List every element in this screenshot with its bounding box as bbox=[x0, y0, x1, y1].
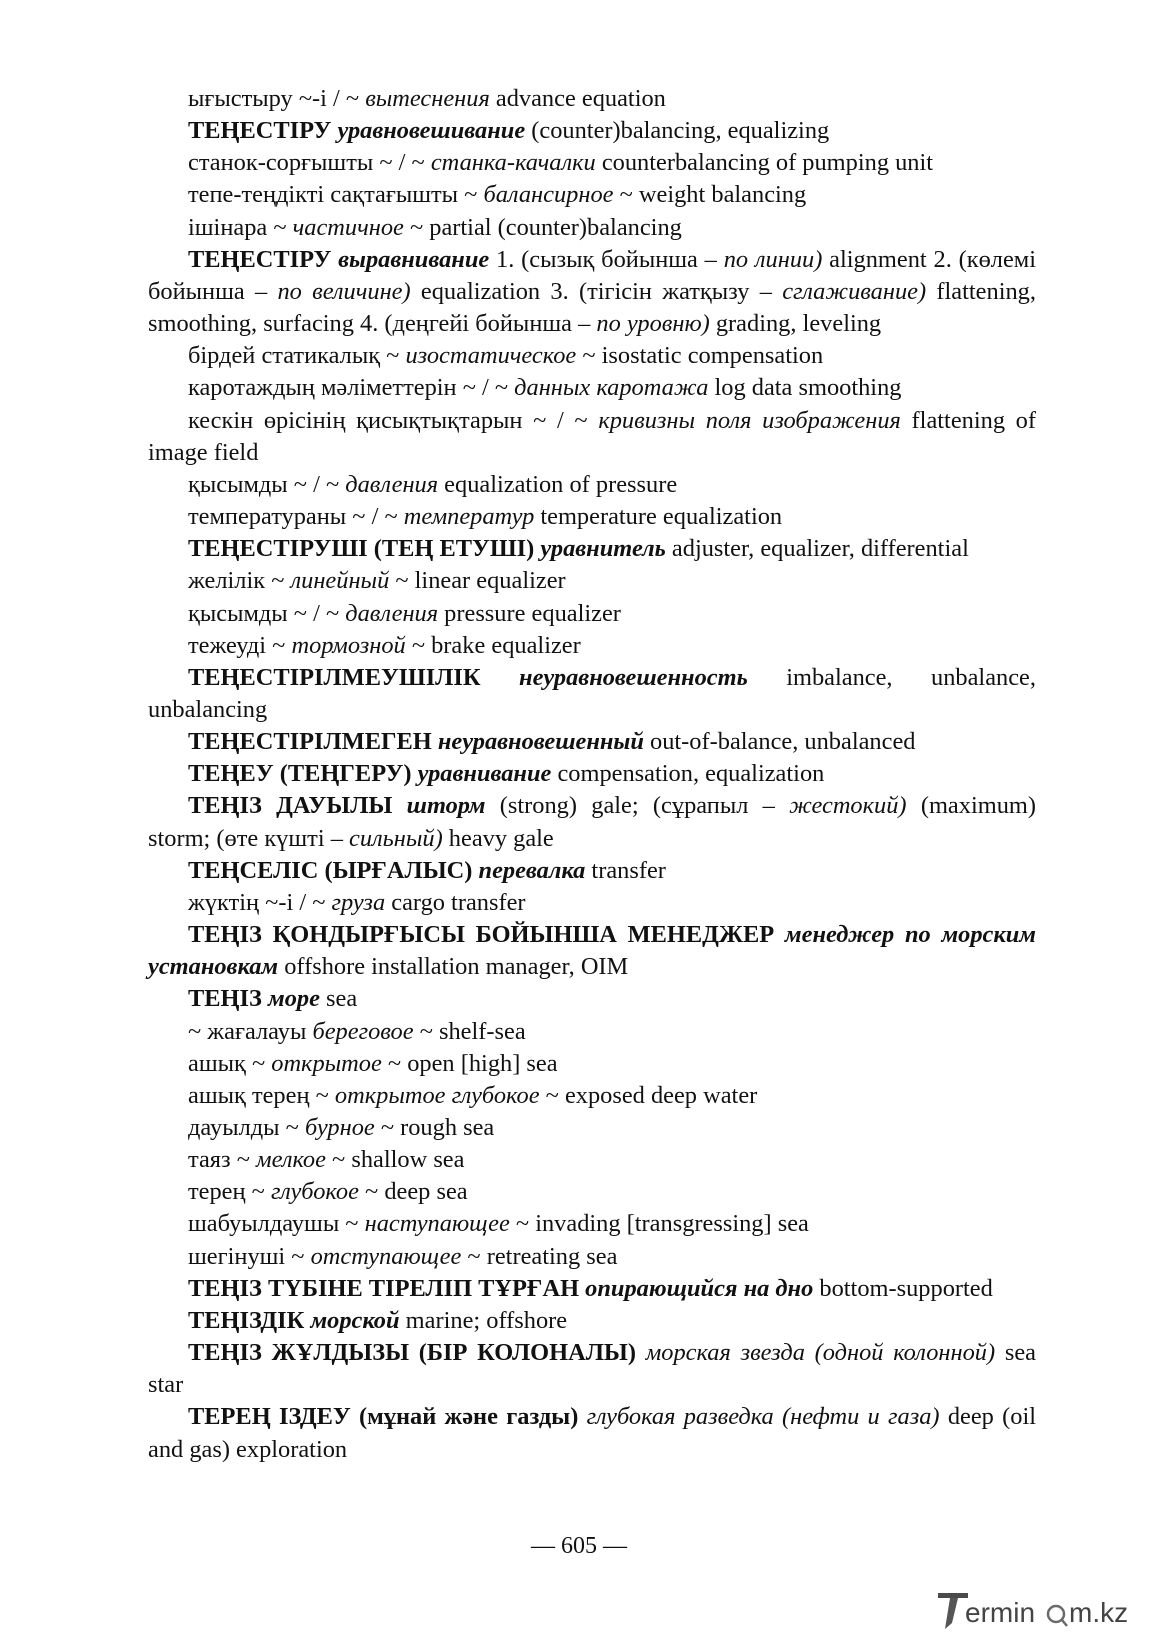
entry-text: ашық терең ~ bbox=[188, 1081, 335, 1109]
entry-text: log data smoothing bbox=[708, 374, 902, 402]
entry-russian-text: тормозной bbox=[291, 631, 406, 659]
entry-headword: ТЕҢІЗ ЖҰЛДЫЗЫ (БІР КОЛОНАЛЫ) bbox=[188, 1339, 646, 1367]
dictionary-entry bbox=[148, 855, 1036, 887]
entry-text: кескін өрісінің қисықтықтарын ~ / ~ bbox=[188, 406, 599, 434]
termincom-logo[interactable] bbox=[938, 1591, 1143, 1631]
entry-russian-text: глубокая разведка (нефти и газа) bbox=[586, 1403, 940, 1431]
dictionary-entry bbox=[148, 1144, 1036, 1176]
entry-russian-text: давления bbox=[345, 470, 439, 498]
entry-headword: ТЕҢІЗ bbox=[188, 985, 268, 1013]
dictionary-entry bbox=[148, 1401, 1036, 1465]
entry-russian-headword: шторм bbox=[406, 792, 486, 820]
entry-headword: ТЕҢЕСТІРУШІ (ТЕҢ ЕТУШІ) bbox=[188, 535, 541, 563]
entry-russian-headword: уравновешивание bbox=[337, 117, 526, 145]
dictionary-entry bbox=[148, 179, 1036, 211]
dictionary-entry bbox=[148, 244, 1036, 340]
dictionary-entry bbox=[148, 662, 1036, 726]
logo-t-stem bbox=[945, 1598, 958, 1629]
entry-text: ішінара ~ bbox=[188, 213, 293, 241]
dictionary-entry bbox=[148, 758, 1036, 790]
entry-text: ~ open [high] sea bbox=[381, 1049, 558, 1077]
entry-text: шабуылдаушы ~ bbox=[188, 1210, 365, 1238]
entry-text: қысымды ~ / ~ bbox=[188, 599, 346, 627]
entry-russian-text: морская звезда (одной колонной) bbox=[645, 1339, 996, 1367]
entry-text: бірдей статикалық ~ bbox=[188, 342, 406, 370]
entry-russian-headword: морской bbox=[310, 1306, 400, 1334]
dictionary-entry bbox=[148, 887, 1036, 919]
dictionary-entry bbox=[148, 147, 1036, 179]
dictionary-entry bbox=[148, 1048, 1036, 1080]
entry-russian-text: сглаживание) bbox=[782, 277, 927, 305]
entry-text: ~ invading [transgressing] sea bbox=[509, 1210, 809, 1238]
dictionary-entry bbox=[148, 630, 1036, 662]
entry-text: ~ exposed deep water bbox=[539, 1081, 758, 1109]
logo-text-after: m.kz bbox=[1069, 1597, 1129, 1628]
entry-text: шегінуші ~ bbox=[188, 1242, 311, 1270]
entry-russian-text: температур bbox=[403, 503, 535, 531]
dictionary-entry bbox=[148, 1273, 1036, 1305]
entry-russian-text: сильный) bbox=[349, 824, 443, 852]
entry-russian-headword: море bbox=[267, 985, 320, 1013]
entry-text: equalization of pressure bbox=[438, 470, 678, 498]
entry-text: grading, leveling bbox=[709, 310, 882, 338]
entry-text: counterbalancing of pumping unit bbox=[595, 149, 934, 177]
entry-russian-text: по уровню) bbox=[596, 310, 710, 338]
entry-headword: ТЕҢІЗДІК bbox=[188, 1306, 311, 1334]
entry-russian-text: по линии) bbox=[723, 245, 823, 273]
entry-text: (maximum) storm; (өте күшті – bbox=[148, 792, 1036, 852]
entry-russian-text: открытое глубокое bbox=[334, 1081, 540, 1109]
entry-russian-headword: опирающийся на дно bbox=[585, 1274, 814, 1302]
page-number: — 605 — bbox=[531, 1533, 627, 1559]
entry-text: sea star bbox=[148, 1339, 1036, 1399]
dictionary-entry bbox=[148, 1241, 1036, 1273]
entry-text: adjuster, equalizer, differential bbox=[665, 535, 969, 563]
entry-russian-headword: уравнитель bbox=[540, 535, 666, 563]
entry-text: ~ shelf-sea bbox=[413, 1017, 526, 1045]
entry-headword: ТЕҢЕСТІРУ bbox=[188, 245, 339, 273]
entry-headword: ТЕҢЕСТІРІЛМЕУШІЛІК bbox=[188, 663, 520, 691]
entry-russian-text: линейный bbox=[290, 567, 390, 595]
entry-russian-headword: перевалка bbox=[478, 856, 586, 884]
dictionary-entry bbox=[148, 340, 1036, 372]
entry-russian-text: открытое bbox=[271, 1049, 382, 1077]
entry-russian-text: береговое bbox=[312, 1017, 414, 1045]
entry-russian-headword: выравнивание bbox=[338, 245, 490, 273]
entry-text: ~ rough sea bbox=[374, 1114, 495, 1141]
entry-russian-text: станка-качалки bbox=[430, 149, 596, 177]
dictionary-entry bbox=[148, 983, 1036, 1015]
entry-text: compensation, equalization bbox=[551, 760, 825, 788]
entry-text: каротаждың мәліметтерін ~ / ~ bbox=[188, 374, 515, 402]
entry-text: ~ weight balancing bbox=[613, 181, 807, 209]
entry-text: cargo transfer bbox=[385, 888, 526, 916]
entry-headword: ТЕҢЕУ (ТЕҢГЕРУ) bbox=[188, 760, 418, 788]
entry-text: терең ~ bbox=[188, 1178, 271, 1206]
entry-text: температураны ~ / ~ bbox=[188, 503, 404, 531]
entry-headword: ТЕҢІЗ ҚОНДЫРҒЫСЫ БОЙЫНША МЕНЕДЖЕР bbox=[188, 921, 785, 949]
entry-headword: ТЕҢЕСТІРІЛМЕГЕН bbox=[188, 728, 438, 756]
entry-text: ~ жағалауы bbox=[188, 1017, 313, 1045]
dictionary-entry bbox=[148, 115, 1036, 147]
entry-text: offshore installation manager, OIM bbox=[278, 953, 629, 981]
entry-text: transfer bbox=[585, 856, 666, 884]
entry-text: bottom-supported bbox=[813, 1274, 993, 1302]
entry-text: advance equation bbox=[489, 85, 666, 112]
dictionary-entry bbox=[148, 1208, 1036, 1240]
entry-text: ашық ~ bbox=[188, 1049, 272, 1077]
entry-text: станок-сорғышты ~ / ~ bbox=[188, 149, 431, 177]
entry-russian-text: отступающее bbox=[310, 1242, 462, 1270]
entry-russian-text: данных каротажа bbox=[514, 374, 709, 402]
entry-text: (counter)balancing, equalizing bbox=[525, 117, 830, 145]
entry-russian-text: давления bbox=[345, 599, 439, 627]
entry-text: тежеуді ~ bbox=[188, 631, 292, 659]
entry-russian-text: изостатическое bbox=[405, 342, 577, 370]
entry-headword: ТЕҢСЕЛІС (ЫРҒАЛЫС) bbox=[188, 856, 479, 884]
entry-russian-headword: неуравновешенный bbox=[437, 728, 644, 756]
dictionary-entry bbox=[148, 212, 1036, 244]
entry-russian-text: глубокое bbox=[270, 1178, 359, 1206]
logo-t-bar bbox=[938, 1593, 968, 1598]
entry-headword: ТЕРЕҢ ІЗДЕУ (мұнай және газды) bbox=[188, 1403, 587, 1431]
entry-text: out-of-balance, unbalanced bbox=[643, 728, 916, 756]
entry-text: жүктің ~-і / ~ bbox=[188, 888, 332, 916]
dictionary-entry bbox=[148, 1305, 1036, 1337]
entry-text: (strong) gale; (сұрапыл – bbox=[485, 792, 790, 820]
entry-text: 1. (сызық бойынша – bbox=[489, 245, 724, 273]
entry-text: flattening of image field bbox=[148, 406, 1036, 466]
entry-russian-text: груза bbox=[331, 888, 386, 916]
entry-text: ~ deep sea bbox=[358, 1178, 468, 1206]
dictionary-entry bbox=[148, 83, 1036, 115]
entry-text: ~ linear equalizer bbox=[389, 567, 566, 595]
entry-text: ~ shallow sea bbox=[325, 1146, 465, 1174]
entry-text: ~ brake equalizer bbox=[405, 631, 581, 659]
entry-russian-text: кривизны поля изображения bbox=[598, 406, 901, 434]
entry-text: heavy gale bbox=[442, 824, 554, 852]
entry-text: flattening, smoothing, surfacing 4. (деңгейі бойынша – bbox=[148, 277, 1036, 338]
entry-text: imbalance, unbalance, unbalancing bbox=[148, 663, 1036, 723]
entry-russian-text: балансирное bbox=[483, 181, 614, 209]
entry-list bbox=[148, 83, 1036, 1466]
entry-text: deep (oil and gas) exploration bbox=[148, 1403, 1037, 1463]
entry-headword: ТЕҢЕСТІРУ bbox=[188, 117, 338, 145]
entry-russian-text: наступающее bbox=[364, 1210, 510, 1238]
entry-russian-headword: менеджер по морским установкам bbox=[148, 921, 1037, 981]
entry-text: alignment 2. (көлемі бойынша – bbox=[148, 245, 1036, 305]
entry-text: ~ partial (counter)balancing bbox=[403, 213, 682, 241]
entry-text: дауылды ~ bbox=[188, 1114, 305, 1141]
entry-russian-text: вытеснения bbox=[365, 85, 490, 112]
dictionary-entry bbox=[148, 790, 1036, 854]
dictionary-entry bbox=[148, 405, 1036, 469]
entry-russian-text: частичное bbox=[292, 213, 404, 241]
entry-text: желілік ~ bbox=[188, 567, 291, 595]
entry-text: ~ isostatic compensation bbox=[576, 342, 824, 370]
entry-russian-text: жестокий) bbox=[789, 792, 907, 820]
entry-text: таяз ~ bbox=[188, 1146, 257, 1174]
entry-text: ығыстыру ~-і / ~ bbox=[188, 85, 366, 112]
entry-headword: ТЕҢІЗ ТҮБІНЕ ТІРЕЛІП ТҰРҒАН bbox=[188, 1274, 586, 1302]
logo-text-before: ermin bbox=[965, 1597, 1036, 1628]
dictionary-entry bbox=[148, 565, 1036, 597]
entry-russian-headword: уравнивание bbox=[417, 760, 552, 788]
dictionary-entry bbox=[148, 1112, 1036, 1144]
entry-russian-text: мелкое bbox=[256, 1146, 326, 1174]
dictionary-entry bbox=[148, 598, 1036, 630]
dictionary-entry bbox=[148, 533, 1036, 565]
entry-headword: ТЕҢІЗ ДАУЫЛЫ bbox=[188, 792, 407, 820]
entry-text: sea bbox=[319, 985, 358, 1013]
entry-text: қысымды ~ / ~ bbox=[188, 470, 346, 498]
entry-text: marine; offshore bbox=[399, 1306, 568, 1334]
entry-russian-headword: неуравновешенность bbox=[519, 663, 748, 691]
dictionary-entry bbox=[148, 1016, 1036, 1048]
dictionary-entry bbox=[148, 1080, 1036, 1112]
dictionary-entry bbox=[148, 726, 1036, 758]
entry-text: ~ retreating sea bbox=[461, 1242, 618, 1270]
search-icon bbox=[1048, 1606, 1064, 1622]
entry-russian-text: по величине) bbox=[277, 277, 411, 305]
dictionary-entry bbox=[148, 501, 1036, 533]
dictionary-entry bbox=[148, 1337, 1036, 1401]
dictionary-entry bbox=[148, 372, 1036, 404]
entry-text: тепе-теңдікті сақтағышты ~ bbox=[188, 181, 484, 209]
dictionary-entry bbox=[148, 919, 1036, 983]
search-icon-handle bbox=[1062, 1620, 1067, 1626]
dictionary-entry bbox=[148, 1176, 1036, 1208]
dictionary-entry bbox=[148, 469, 1036, 501]
entry-russian-text: бурное bbox=[304, 1114, 375, 1141]
entry-text: temperature equalization bbox=[534, 503, 783, 531]
entry-text: pressure equalizer bbox=[438, 599, 621, 627]
entry-text: equalization 3. (тігісін жатқызу – bbox=[410, 277, 783, 305]
